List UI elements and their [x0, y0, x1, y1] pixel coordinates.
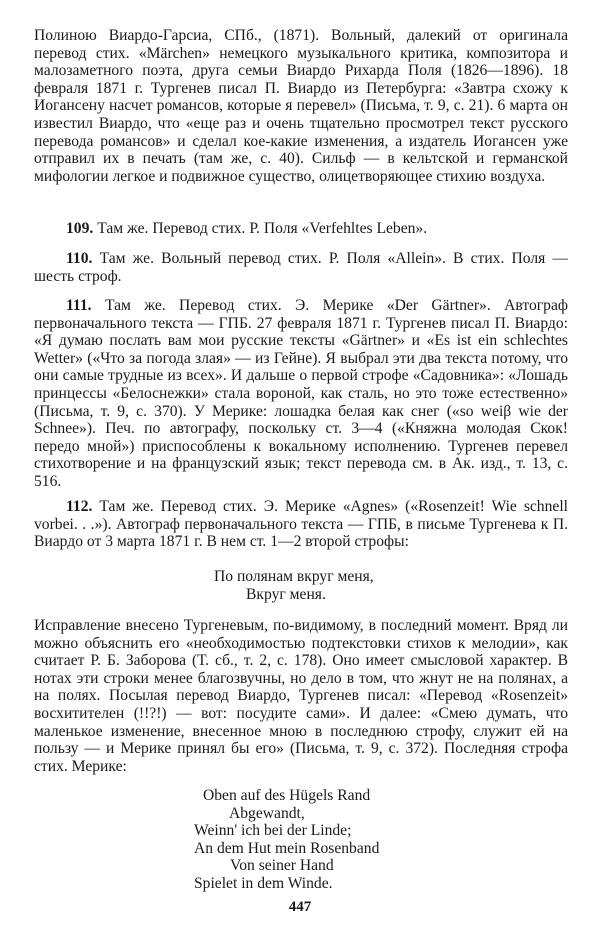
- note-112: [34, 498, 568, 551]
- note-112-continued: [34, 617, 568, 775]
- note-110: [34, 250, 568, 285]
- quote-german: [0, 787, 600, 893]
- note-text: Там же. Перевод стих. Э. Мерике «Der Gärtner». Автограф первоначального текста — ГПБ. 27 февраля 1871 г. Тургенев писал П. Виардо: «Я думаю послать вам мои русские тексты «Gärtner» и «Es ist ein schlechtes Wetter» («Что за погода злая» — из Гейне). Я выбрал эти два текста потому, что они самые трудные из всех». И дальше о первой строфе «Садовника»: «Лошадь принцессы «Белоснежки» стала вороной, как сталь, но это тоже естественно» (Письма, т. 9, с. 370). У Мерике: лошадка белая как снег («so weiβ wie der Schnee»). Печ. по автографу, поскольку ст. 3—4 («Княжна молодая Скок! передо мной») приспособлены к вокальному исполнению. Тургенев перевел стихотворение и на французский язык; текст перевода см. в Ак. изд., т. 13, с. 516.: [34, 297, 568, 490]
- quote-russian: [0, 568, 600, 603]
- note-text: Там же. Перевод стих. Э. Мерике «Agnes» («Rosenzeit! Wie schnell vorbei. . .»). Автограф первоначального текста — ГПБ, в письме Тургенева к П. Виардо от 3 марта 1871 г. В нем ст. 1—2 второй строфы:: [34, 498, 568, 551]
- quote-line: Weinn' ich bei der Linde;: [194, 822, 352, 840]
- note-number: 112.: [66, 498, 93, 515]
- note-111: [34, 297, 568, 491]
- quote-line: An dem Hut mein Rosenband: [194, 839, 380, 857]
- quote-line: Von seiner Hand: [230, 857, 334, 875]
- quote-line: Spielet in dem Winde.: [194, 874, 333, 892]
- note-109: [34, 220, 568, 238]
- note-number: 110.: [66, 250, 93, 267]
- quote-line: Oben auf des Hügels Rand: [203, 787, 371, 804]
- note-paragraph-continued: [34, 27, 568, 185]
- note-text: Исправление внесено Тургеневым, по-видимому, в последний момент. Вряд ли можно объяснить его «необходимостью подтекстовки стихов к мелодии», как считает Р. Б. Заборова (Т. сб., т. 2, с. 178). Оно имеет смысловой характер. В нотах эти строки менее благозвучны, но дело в том, что жнут не на полянах, а на полях. Посылая перевод Виардо, Тургенев писал: «Перевод «Rosenzeit» восхитителен (!!?!) — вот: посудите сами». И далее: «Смею думать, что маленькое изменение, внесенное мною в последнюю строфу, служит ей на пользу — и Мерике принял бы его» (Письма, т. 9, с. 372). Последняя строфа стих. Мерике:: [34, 617, 568, 775]
- quote-line: Вкруг меня.: [246, 585, 326, 603]
- note-text: Там же. Перевод стих. Р. Поля «Verfehltes Leben».: [97, 220, 428, 237]
- quote-line: Abgewandt,: [229, 804, 305, 822]
- note-number: 109.: [66, 220, 94, 237]
- note-text: Там же. Вольный перевод стих. Р. Поля «Allein». В стих. Поля — шесть строф.: [34, 250, 568, 285]
- note-text: Полиною Виардо-Гарсиа, СПб., (1871). Вольный, далекий от оригинала перевод стих. «Märchen» немецкого музыкального критика, композитора и малозаметного поэта, друга семьи Виардо Рихарда Поля (1826—1896). 18 февраля 1871 г. Тургенев писал П. Виардо из Петербурга: «Завтра схожу к Иогансену насчет романсов, которые я перевел» (Письма, т. 9, с. 21). 6 марта он известил Виардо, что «еще раз и очень тщательно просмотрел текст русского перевода романсов» и сделал кое-какие изменения, а издатель Иогансен уже отправил их в печать (там же, с. 40). Сильф — в кельтской и германской мифологии легкое и подвижное существо, олицетворяющее стихию воздуха.: [34, 27, 568, 185]
- page-number: 447: [288, 899, 312, 915]
- note-number: 111.: [66, 297, 92, 314]
- quote-line: По полянам вкруг меня,: [214, 568, 374, 585]
